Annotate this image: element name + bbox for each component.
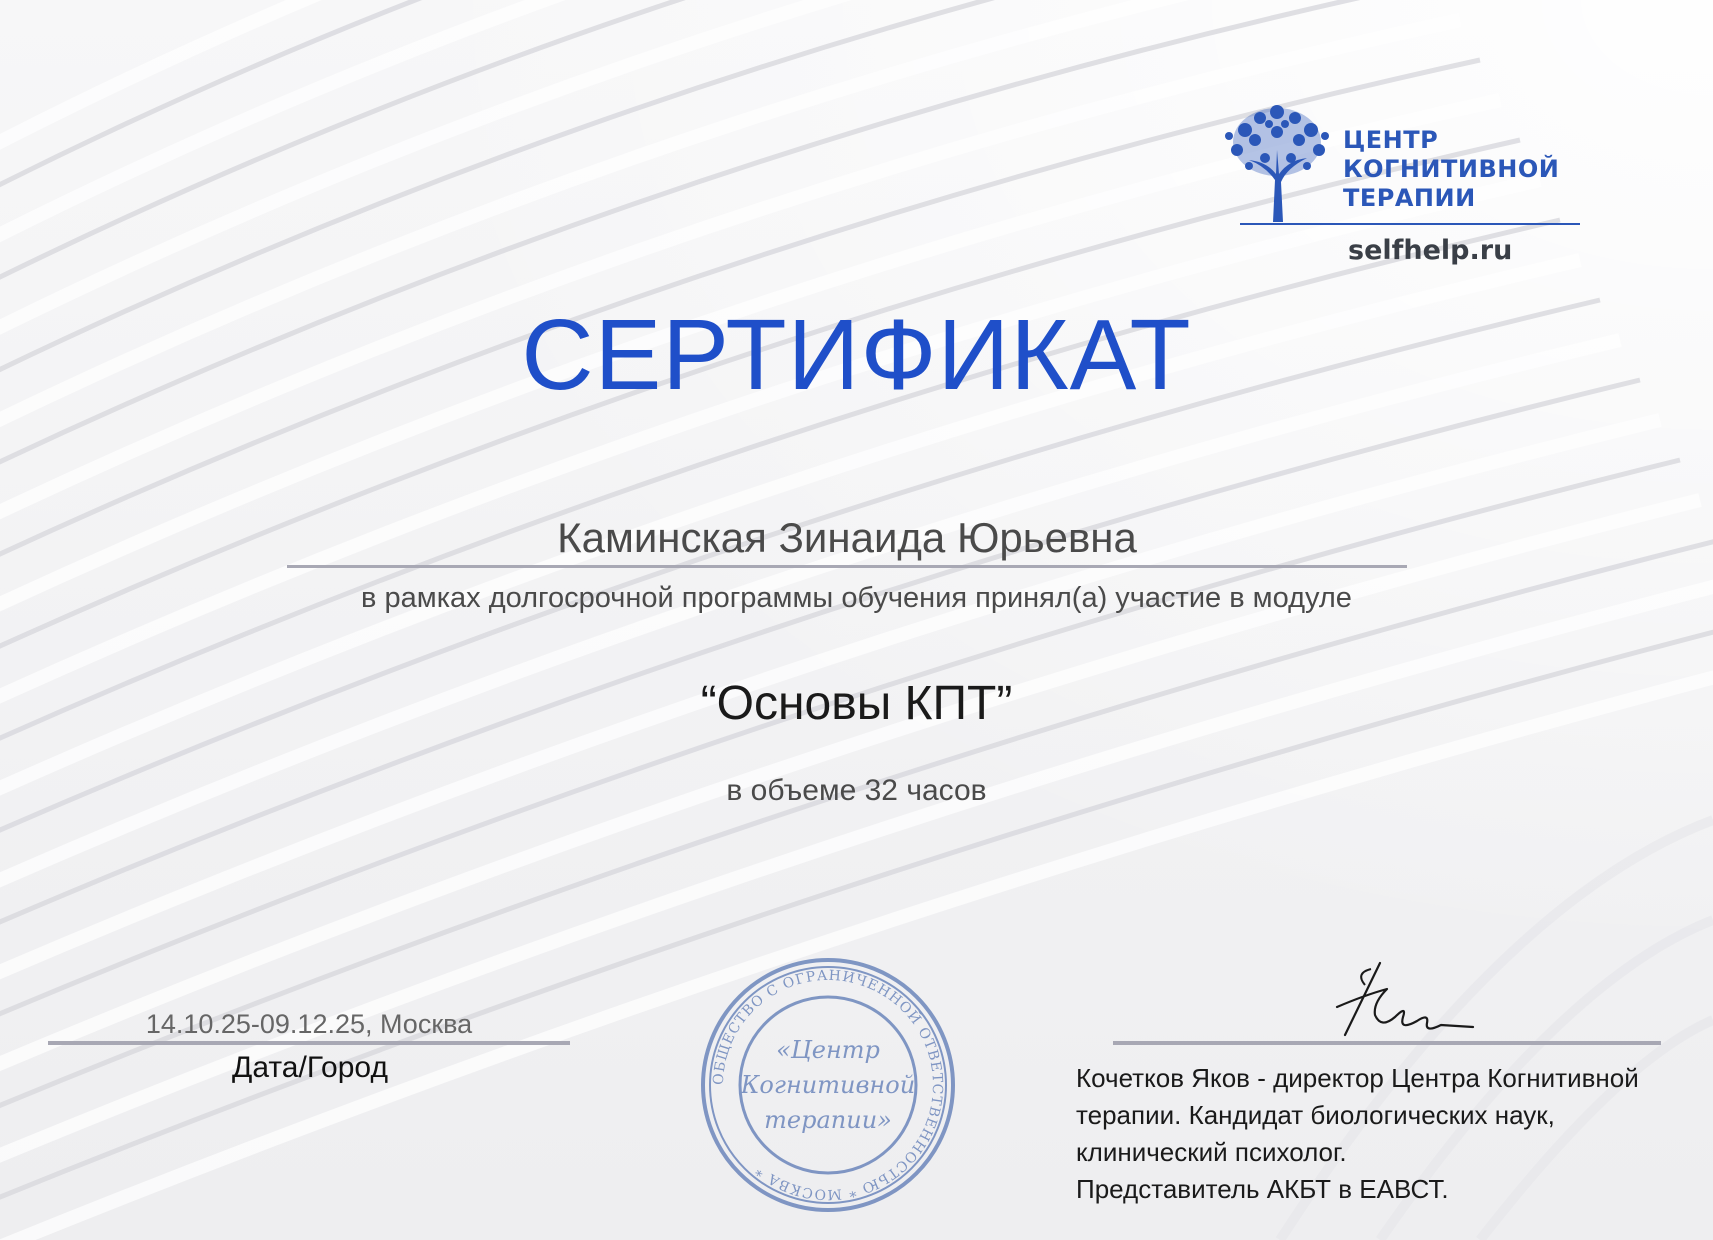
participation-text: в рамках долгосрочной программы обучения принял(а) участие в модуле: [361, 582, 1352, 614]
director-info: [1076, 1060, 1676, 1208]
logo-line-2: КОГНИТИВНОЙ: [1343, 155, 1560, 183]
director-line-1: Кочетков Яков - директор Центра Когнитивной: [1076, 1063, 1639, 1093]
logo: [1215, 100, 1575, 275]
logo-rule: [1240, 223, 1580, 225]
director-line-3: клинический психолог.: [1076, 1137, 1347, 1167]
director-signature: [1325, 955, 1475, 1040]
director-line-2: терапии. Кандидат биологических наук,: [1076, 1100, 1555, 1130]
logo-text: [1343, 126, 1559, 213]
recipient-underline: [287, 565, 1407, 568]
date-city: 14.10.25-09.12.25, Москва: [145, 1009, 473, 1039]
logo-line-3: ТЕРАПИИ: [1343, 184, 1476, 212]
stamp-line-2: Когнитивной: [740, 1071, 916, 1099]
certificate-title: СЕРТИФИКАТ: [521, 299, 1192, 411]
module-title: “Основы КПТ”: [700, 677, 1013, 730]
logo-site: selfhelp.ru: [1348, 235, 1513, 266]
stamp-line-3: терапии»: [764, 1106, 892, 1134]
director-line-4: Представитель АКБТ в ЕАВСТ.: [1076, 1174, 1449, 1204]
logo-line-1: ЦЕНТР: [1343, 126, 1439, 154]
signature-underline: [1113, 1041, 1661, 1045]
date-underline: [48, 1041, 570, 1045]
stamp-line-1: «Центр: [776, 1036, 880, 1064]
course-volume: в объеме 32 часов: [726, 774, 987, 807]
tree-icon: [1215, 100, 1340, 230]
date-label: Дата/Город: [232, 1051, 388, 1084]
stamp-ring-text: ОБЩЕСТВО С ОГРАНИЧЕННОЙ ОТВЕТСТВЕННОСТЬЮ * МОСКВА *: [710, 967, 946, 1203]
recipient-name: Каминская Зинаида Юрьевна: [557, 514, 1137, 561]
official-stamp: [693, 950, 963, 1220]
